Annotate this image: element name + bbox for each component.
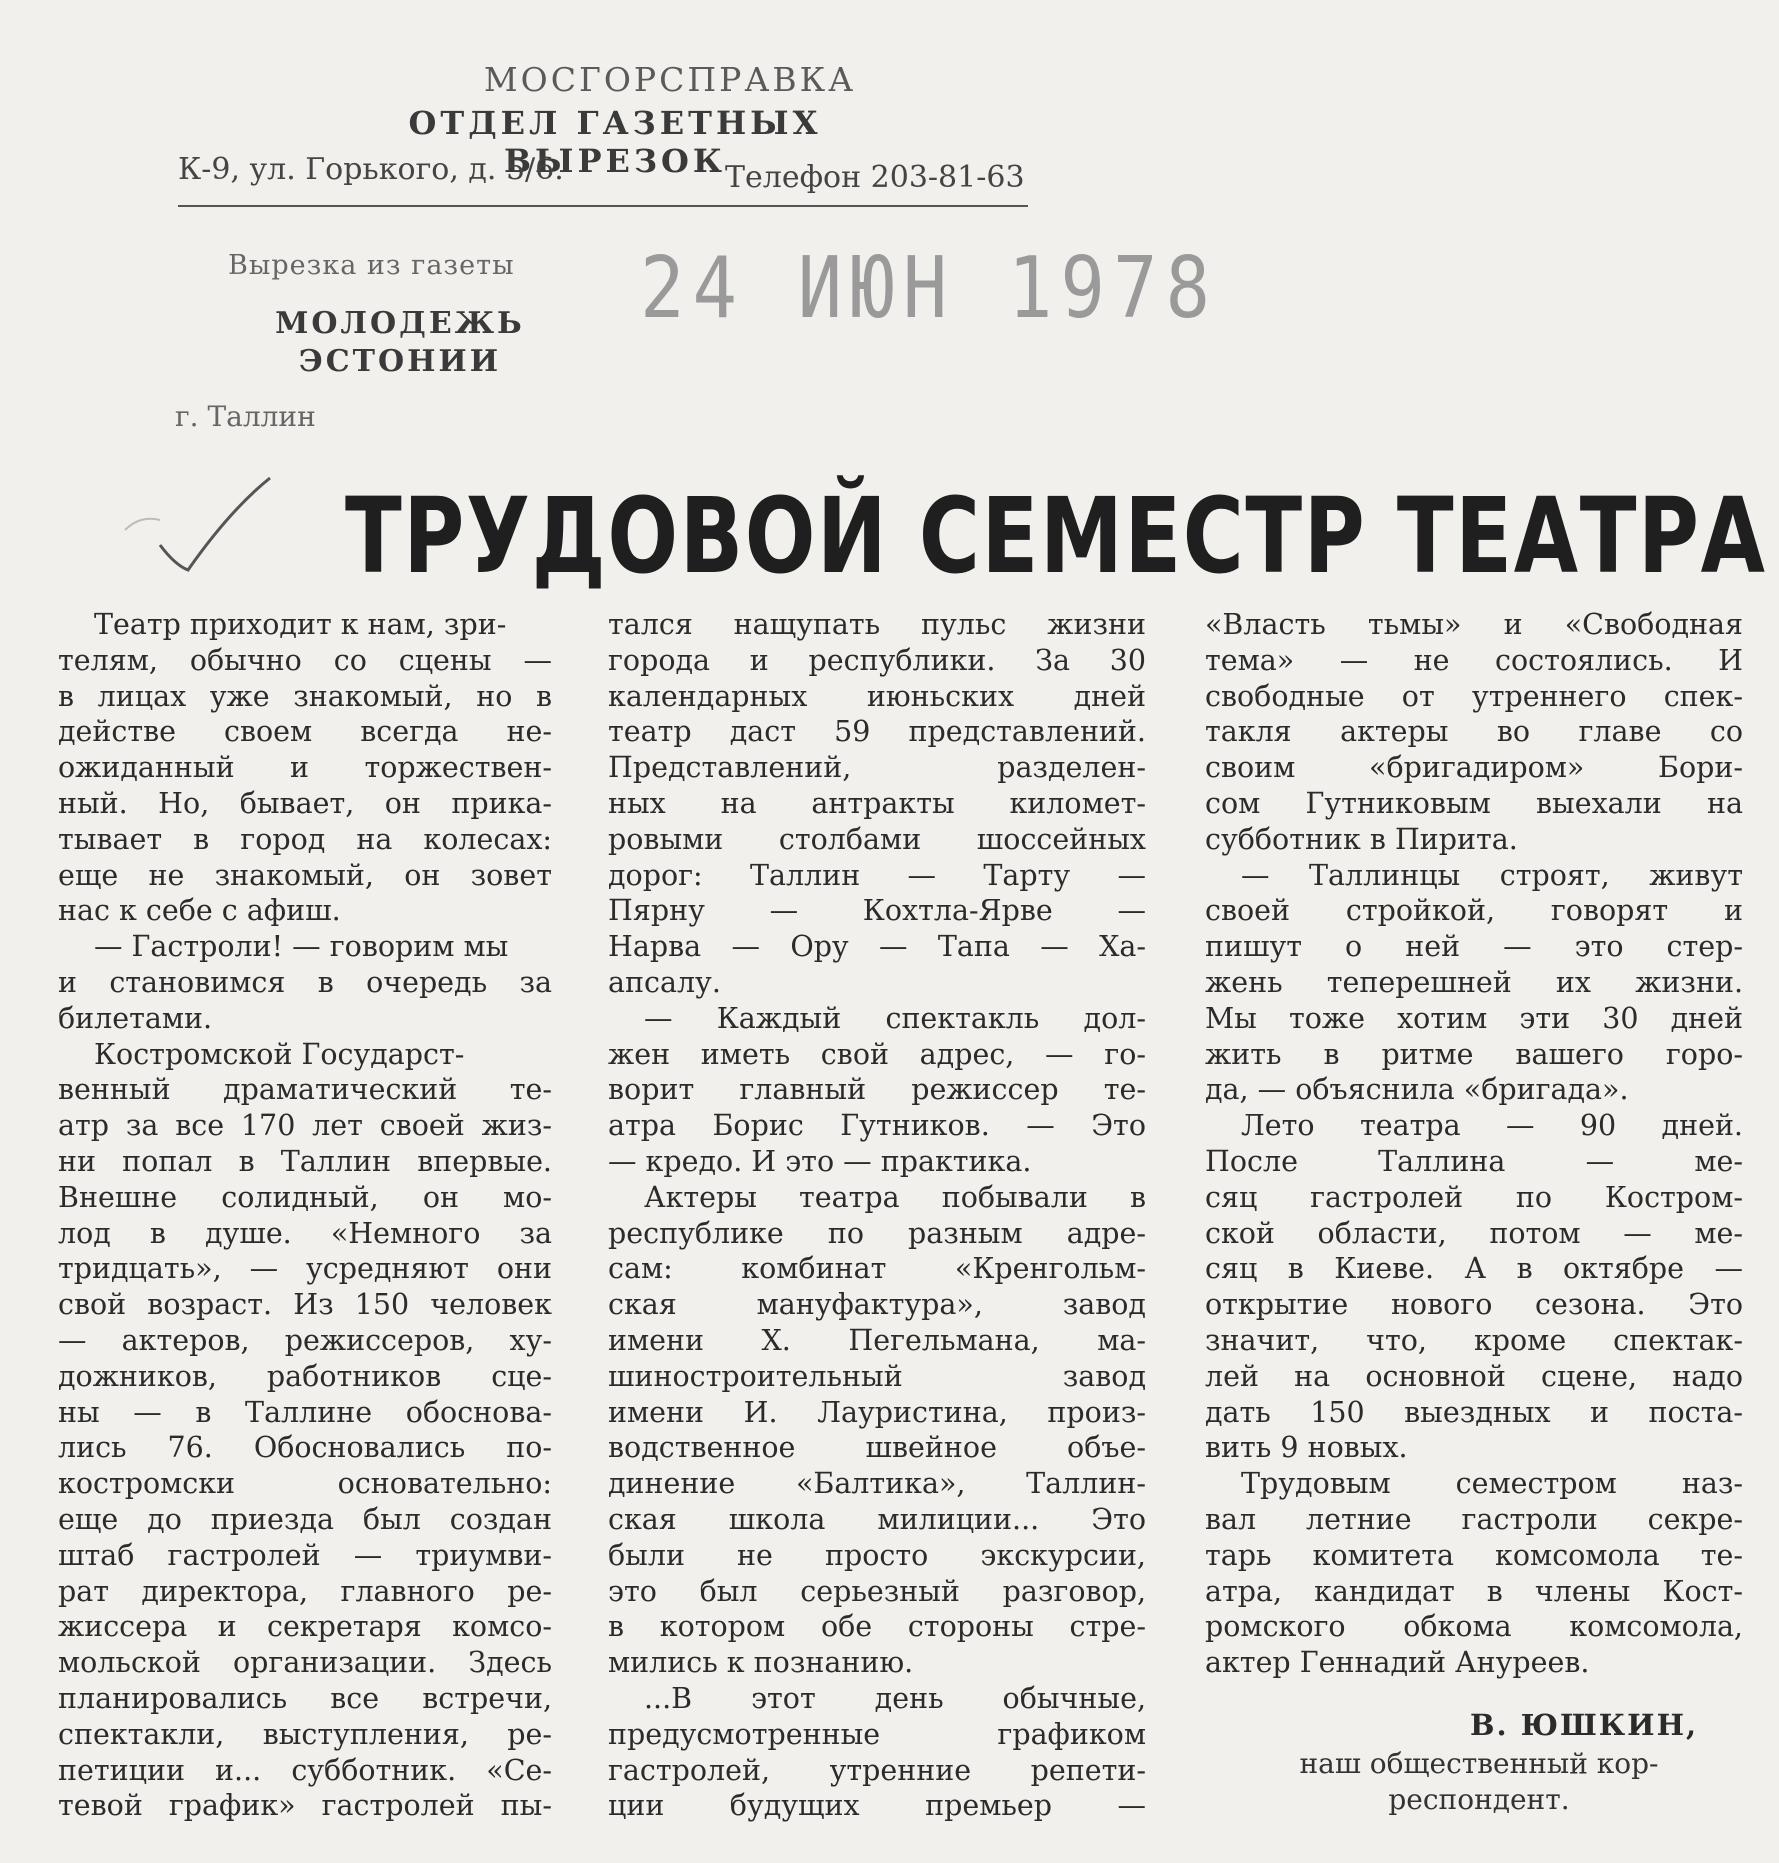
stamp-divider: [178, 205, 1028, 207]
article-headline: ТРУДОВОЙ СЕМЕСТР ТЕАТРА: [345, 475, 1767, 597]
article-line: апсалу.: [608, 965, 721, 999]
article-line: республике по разным адре-: [608, 1216, 1146, 1250]
article-line: мились к познанию.: [608, 1646, 914, 1680]
stamp-address: К-9, ул. Горького, д. 5/6.: [178, 152, 564, 187]
article-line: сам: комбинат «Кренгольм-: [608, 1252, 1146, 1286]
article-line: субботник в Пирита.: [1205, 822, 1518, 856]
article-line: дожников, работников сце-: [58, 1359, 552, 1393]
article-line: календарных июньских дней: [608, 679, 1146, 713]
article-line: ромского обкома комсомола,: [1205, 1610, 1743, 1644]
article-line: театр даст 59 представлений.: [608, 715, 1146, 749]
newspaper-name: [250, 305, 550, 381]
article-line: и становимся в очередь за: [58, 965, 552, 999]
article-line: шиностроительный завод: [608, 1359, 1146, 1393]
article-line: города и республики. За 30: [608, 643, 1146, 677]
article-line: костромски основательно:: [58, 1467, 552, 1501]
article-line: «Власть тьмы» и «Свободная: [1205, 608, 1743, 641]
article-line: гастролей, утренние репети-: [608, 1753, 1146, 1787]
article-line: жиссера и секретаря комсо-: [58, 1610, 552, 1644]
stamp-organization: МОСГОРСПРАВКА: [483, 60, 857, 99]
article-line: жить в ритме вашего горо-: [1205, 1037, 1743, 1071]
article-line: мольской организации. Здесь: [58, 1646, 552, 1680]
article-line: имени Х. Пегельмана, ма-: [608, 1323, 1146, 1357]
article-line: — кредо. И это — практика.: [608, 1144, 1032, 1178]
article-line: дорог: Таллин — Тарту —: [608, 858, 1146, 892]
author-role-line1: наш общественный кор-: [1299, 1747, 1659, 1780]
article-line: актер Геннадий Ануреев.: [1205, 1646, 1590, 1680]
article-line: Театр приходит к нам, зри-: [94, 608, 507, 641]
article-line: Представлений, разделен-: [608, 751, 1146, 785]
article-line: ворит главный режиссер те-: [608, 1073, 1146, 1107]
article-line: своей стройкой, говорят и: [1205, 894, 1743, 928]
article-line: да, — объяснила «бригада».: [1205, 1073, 1629, 1107]
handwritten-checkmark-icon: [120, 470, 290, 580]
stamp-phone: Телефон 203-81-63: [725, 160, 1025, 195]
article-line: телям, обычно со сцены —: [58, 643, 552, 677]
article-line: тывает в город на колесах:: [58, 822, 552, 856]
article-line: рат директора, главного ре-: [58, 1574, 552, 1608]
date-stamp: 24 ИЮН 1978: [640, 238, 1219, 338]
article-line: — актеров, режиссеров, ху-: [58, 1323, 552, 1357]
article-line: имени И. Лауристина, произ-: [608, 1395, 1146, 1429]
article-line: такля актеры во главе со: [1205, 715, 1743, 749]
article-line: свой возраст. Из 150 человек: [58, 1288, 552, 1322]
article-line: — Таллинцы строят, живут: [1241, 858, 1743, 892]
article-line: Лето театра — 90 дней.: [1241, 1109, 1743, 1143]
article-line: значит, что, кроме спектак-: [1205, 1323, 1743, 1357]
stamp-department: ОТДЕЛ ГАЗЕТНЫХ ВЫРЕЗОК: [408, 104, 822, 180]
article-line: водственное швейное объе-: [608, 1431, 1146, 1465]
article-line: атра Борис Гутников. — Это: [608, 1109, 1146, 1143]
article-line: пишут о ней — это стер-: [1205, 930, 1743, 964]
article-line: динение «Балтика», Таллин-: [608, 1467, 1146, 1501]
article-line: сяц гастролей по Костром-: [1205, 1180, 1743, 1214]
article-line: Нарва — Ору — Тапа — Ха-: [608, 930, 1146, 964]
article-line: Пярну — Кохтла-Ярве —: [608, 894, 1146, 928]
article-column-2: [608, 607, 1146, 1824]
article-line: ровыми столбами шоссейных: [608, 822, 1146, 856]
article-line: вить 9 новых.: [1205, 1431, 1408, 1465]
article-line: планировались все встречи,: [58, 1681, 552, 1715]
article-line: жен иметь свой адрес, — го-: [608, 1037, 1146, 1071]
article-line: После Таллина — ме-: [1205, 1144, 1743, 1178]
author-name: В. ЮШКИН,: [1470, 1708, 1699, 1742]
article-line: ный. Но, бывает, он прика-: [58, 786, 552, 820]
article-line: тевой график» гастролей пы-: [58, 1789, 552, 1823]
article-line: лись 76. Обосновались по-: [58, 1431, 552, 1465]
article-line: свободные от утреннего спек-: [1205, 679, 1743, 713]
article-column-1: [58, 607, 552, 1824]
newspaper-name-line2: ЭСТОНИИ: [298, 344, 502, 379]
article-line: спектакли, выступления, ре-: [58, 1717, 552, 1751]
article-line: лод в душе. «Немного за: [58, 1216, 552, 1250]
article-line: лей на основной сцене, надо: [1205, 1359, 1743, 1393]
article-line: тарь комитета комсомола те-: [1205, 1538, 1743, 1572]
article-line: Костромской Государст-: [94, 1037, 465, 1071]
article-line: действе своем всегда не-: [58, 715, 552, 749]
article-line: ны — в Таллине обосновa-: [58, 1395, 552, 1429]
article-line: Внешне солидный, он мо-: [58, 1180, 552, 1214]
article-line: — Гастроли! — говорим мы: [94, 930, 509, 964]
article-line: это был серьезный разговор,: [608, 1574, 1146, 1608]
article-line: ская школа милиции... Это: [608, 1502, 1146, 1536]
article-line: предусмотренные графиком: [608, 1717, 1146, 1751]
article-line: ции будущих премьер —: [608, 1789, 1146, 1823]
article-line: венный драматический те-: [58, 1073, 552, 1107]
article-line: тема» — не состоялись. И: [1205, 643, 1743, 677]
article-line: сяц в Киеве. А в октябре —: [1205, 1252, 1743, 1286]
article-line: в лицах уже знакомый, но в: [58, 679, 552, 713]
article-line: штаб гастролей — триумви-: [58, 1538, 552, 1572]
article-line: дать 150 выездных и поста-: [1205, 1395, 1743, 1429]
author-role: [1254, 1746, 1704, 1818]
article-line: атра, кандидат в члены Кост-: [1205, 1574, 1743, 1608]
article-line: петиции и... субботник. «Се-: [58, 1753, 552, 1787]
article-line: открытие нового сезона. Это: [1205, 1288, 1743, 1322]
article-line: Актеры театра побывали в: [644, 1180, 1146, 1214]
article-line: Мы тоже хотим эти 30 дней: [1205, 1001, 1743, 1035]
clipping-label: Вырезка из газеты: [228, 250, 515, 281]
article-line: своим «бригадиром» Бори-: [1205, 751, 1743, 785]
article-line: тался нащупать пульс жизни: [608, 608, 1146, 641]
article-line: ...В этот день обычные,: [644, 1681, 1146, 1715]
article-line: атр за все 170 лет своей жиз-: [58, 1109, 552, 1143]
article-line: были не просто экскурсии,: [608, 1538, 1146, 1572]
article-line: ожиданный и торжествен-: [58, 751, 552, 785]
newspaper-name-line1: МОЛОДЕЖЬ: [275, 306, 525, 341]
author-role-line2: респондент.: [1388, 1783, 1570, 1816]
article-line: вал летние гастроли секре-: [1205, 1502, 1743, 1536]
article-line: в котором обе стороны стре-: [608, 1610, 1146, 1644]
article-column-3: [1205, 607, 1743, 1681]
article-line: жень теперешней их жизни.: [1205, 965, 1743, 999]
article-line: ская мануфактура», завод: [608, 1288, 1146, 1322]
article-line: еще до приезда был создан: [58, 1502, 552, 1536]
article-line: билетами.: [58, 1001, 213, 1035]
article-line: нас к себе с афиш.: [58, 894, 341, 928]
article-line: сом Гутниковым выехали на: [1205, 786, 1743, 820]
newspaper-city: г. Таллин: [175, 400, 316, 433]
article-line: тридцать», — усредняют они: [58, 1252, 552, 1286]
article-line: Трудовым семестром наз-: [1241, 1467, 1743, 1501]
article-line: — Каждый спектакль дол-: [644, 1001, 1146, 1035]
article-line: ных на антракты километ-: [608, 786, 1146, 820]
article-line: ни попал в Таллин впервые.: [58, 1144, 552, 1178]
article-line: еще не знакомый, он зовет: [58, 858, 552, 892]
article-line: ской области, потом — ме-: [1205, 1216, 1743, 1250]
